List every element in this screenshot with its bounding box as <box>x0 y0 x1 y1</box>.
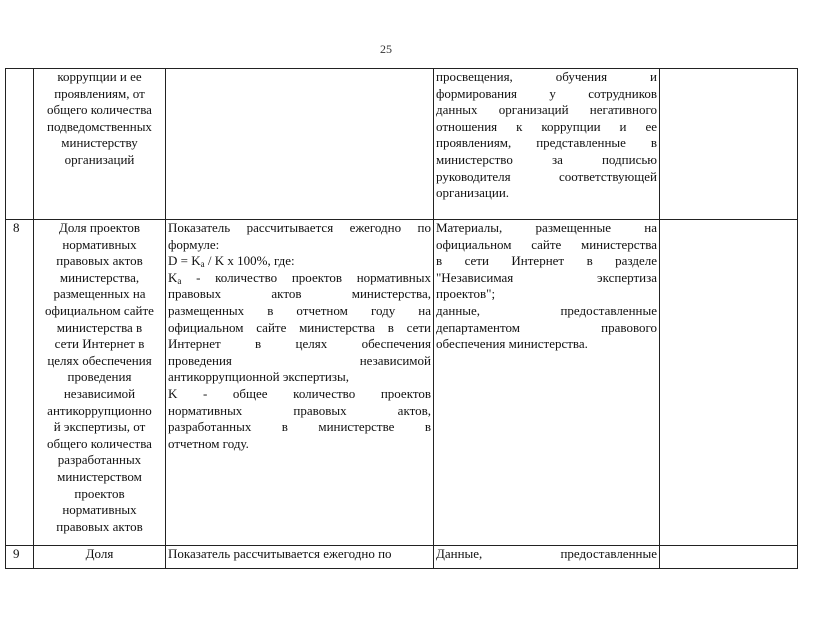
method-line: Показатель рассчитывается ежегодно по <box>168 546 392 561</box>
ka-text: - количество проектов нормативных <box>181 269 431 285</box>
name-line: проявлениям, от <box>54 85 145 101</box>
name-line: размещенных на <box>53 286 146 302</box>
name-line: коррупции и ее <box>57 69 142 84</box>
method-line: K - общее количество проектов <box>168 385 431 401</box>
name-line: официальном сайте <box>45 302 154 318</box>
table-row <box>6 546 798 569</box>
source-line: "Независимая экспертиза <box>436 269 657 285</box>
source-line: данных организаций негативного <box>436 102 657 118</box>
name-line: проектов <box>74 485 125 501</box>
source-line: проявлениям, представленные в <box>436 135 657 151</box>
formula-part: D = K <box>168 253 201 269</box>
name-line: организаций <box>64 151 135 167</box>
source-line: Данные, предоставленные <box>436 546 657 561</box>
name-line: проведения <box>67 369 132 385</box>
indicator-name-cell <box>34 220 166 546</box>
method-line: размещенных в отчетном году на <box>168 302 431 318</box>
source-line: в сети Интернет в разделе <box>436 253 657 269</box>
source-line: официальном сайте министерства <box>436 236 657 252</box>
source-line: департаментом правового <box>436 319 657 335</box>
source-line: отношения к коррупции и ее <box>436 118 657 134</box>
indicators-table <box>5 68 798 569</box>
name-line: правовых актов <box>56 253 143 269</box>
calculation-method-cell <box>166 69 434 220</box>
name-line: общего количества <box>47 102 152 118</box>
ka-subscript: a <box>177 275 182 286</box>
name-line: й экспертизы, от <box>53 419 146 435</box>
indicator-name-cell <box>34 546 166 569</box>
name-line: министерства в <box>56 319 143 335</box>
source-line: формирования у сотрудников <box>436 85 657 101</box>
table-row <box>6 220 798 546</box>
page-number: 25 <box>380 42 392 56</box>
name-line: разработанных <box>57 452 142 468</box>
method-line: проведения независимой <box>168 352 431 368</box>
calculation-method-cell <box>166 546 434 569</box>
name-line: общего количества <box>47 435 152 451</box>
method-line: Показатель рассчитывается ежегодно по <box>168 220 431 235</box>
ka-definition <box>168 270 431 287</box>
name-line: подведомственных <box>47 118 152 134</box>
data-source-cell <box>434 546 660 569</box>
name-line: правовых актов <box>56 518 143 534</box>
name-line: целях обеспечения <box>47 352 152 368</box>
name-line: Доля <box>85 546 114 561</box>
method-line: правовых актов министерства, <box>168 286 431 302</box>
row-number-cell: 9 <box>6 546 34 569</box>
formula-part: / K x 100%, где: <box>204 253 295 269</box>
source-line: организации. <box>436 185 510 201</box>
source-line: данные, предоставленные <box>436 302 657 318</box>
method-line: отчетном году. <box>168 435 249 451</box>
method-line: антикоррупционной экспертизы, <box>168 369 349 385</box>
name-line: министерства, <box>59 269 140 285</box>
name-line: нормативных <box>62 502 137 518</box>
row-number-cell <box>6 69 34 220</box>
method-line: нормативных правовых актов, <box>168 402 431 418</box>
formula-subscript: a <box>200 259 205 270</box>
source-line: обеспечения министерства. <box>436 336 588 352</box>
empty-cell <box>660 546 798 569</box>
name-line: антикоррупционно <box>47 402 152 418</box>
name-line: нормативных <box>62 236 137 252</box>
name-line: сети Интернет в <box>54 336 145 352</box>
method-line: формуле: <box>168 236 220 252</box>
name-line: Доля проектов <box>58 220 141 235</box>
method-line: официальном сайте министерства в сети <box>168 319 431 335</box>
empty-cell <box>660 69 798 220</box>
source-line: просвещения, обучения и <box>436 69 657 84</box>
name-line: министерством <box>57 468 142 484</box>
calculation-method-cell <box>166 220 434 546</box>
source-line: руководителя соответствующей <box>436 168 657 184</box>
ka-symbol: K <box>168 269 178 285</box>
source-line: проектов"; <box>436 286 496 302</box>
formula <box>168 253 431 270</box>
data-source-cell <box>434 220 660 546</box>
row-number-cell: 8 <box>6 220 34 546</box>
method-line: Интернет в целях обеспечения <box>168 336 431 352</box>
source-line: Материалы, размещенные на <box>436 220 657 235</box>
name-line: министерству <box>61 135 138 151</box>
method-line: разработанных в министерстве в <box>168 419 431 435</box>
indicator-name-cell <box>34 69 166 220</box>
empty-cell <box>660 220 798 546</box>
table-row <box>6 69 798 220</box>
name-line: независимой <box>63 385 136 401</box>
data-source-cell <box>434 69 660 220</box>
source-line: министерство за подписью <box>436 151 657 167</box>
